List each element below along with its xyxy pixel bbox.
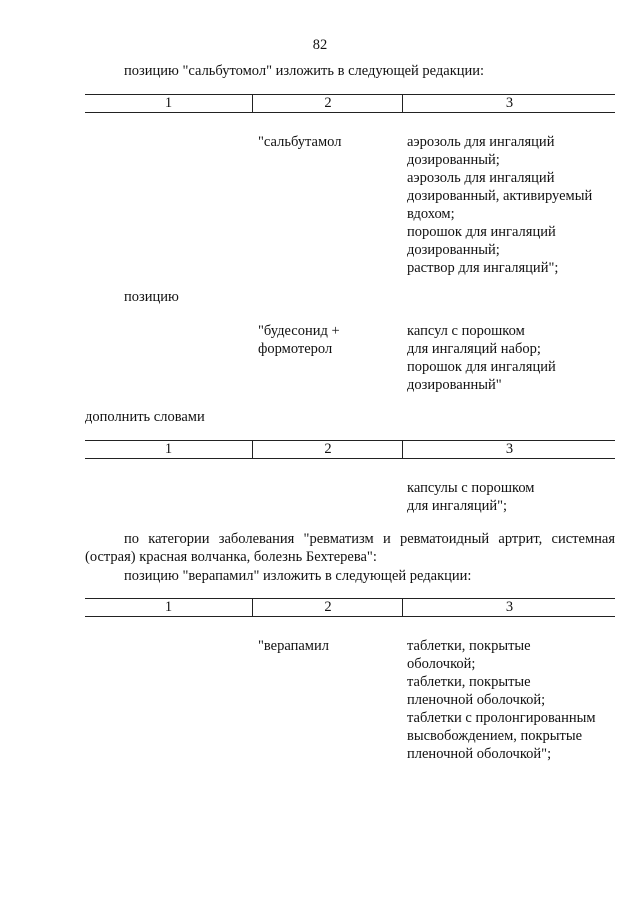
dosage-form-line: капсулы с порошком xyxy=(407,480,535,496)
column-header-3: 3 xyxy=(402,95,616,112)
column-header-2: 2 xyxy=(252,95,403,112)
dosage-form-line: оболочкой; xyxy=(407,656,476,672)
drug-name-line: формотерол xyxy=(258,341,333,357)
dosage-form-line: таблетки с пролонгированным xyxy=(407,710,596,726)
dosage-form-line: дозированный; xyxy=(407,152,500,168)
dosage-forms-salbutamol xyxy=(407,133,592,277)
dosage-form-line: раствор для ингаляций"; xyxy=(407,260,559,276)
dosage-form-line: пленочной оболочкой; xyxy=(407,692,546,708)
column-header-1: 1 xyxy=(164,599,173,615)
column-header-3: 3 xyxy=(402,599,616,616)
column-header-1: 1 xyxy=(164,95,173,111)
column-header-2: 2 xyxy=(252,599,403,616)
column-header-2: 2 xyxy=(252,441,403,458)
category-line-1: по категории заболевания "ревматизм и ревматоидный артрит, системная xyxy=(124,531,615,547)
dosage-form-line: для ингаляций"; xyxy=(407,498,508,514)
dosage-forms-budesonide xyxy=(407,322,556,394)
category-line-2: (острая) красная волчанка, болезнь Бехтерева": xyxy=(85,549,377,565)
dosage-form-line: дозированный; xyxy=(407,242,500,258)
dosage-form-line: вдохом; xyxy=(407,206,455,222)
dosage-form-line: дозированный" xyxy=(407,377,502,393)
drug-name-verapamil: "верапамил xyxy=(258,638,329,654)
table-header-verapamil xyxy=(85,598,615,618)
dosage-form-line: порошок для ингаляций xyxy=(407,359,556,375)
table-rule-bottom xyxy=(85,616,615,617)
table-header-supplement xyxy=(85,440,615,460)
dosage-form-line: таблетки, покрытые xyxy=(407,638,531,654)
dosage-form-line: аэрозоль для ингаляций xyxy=(407,134,555,150)
dosage-form-line: дозированный, активируемый xyxy=(407,188,593,204)
dosage-form-line: таблетки, покрытые xyxy=(407,674,531,690)
dosage-form-line: высвобождением, покрытые xyxy=(407,728,583,744)
page-number: 82 xyxy=(312,37,328,53)
dosage-form-line: порошок для ингаляций xyxy=(407,224,556,240)
table-header-salbutamol xyxy=(85,94,615,114)
table-rule-bottom xyxy=(85,112,615,113)
dosage-form-line: капсул с порошком xyxy=(407,323,525,339)
dosage-form-line: для ингаляций набор; xyxy=(407,341,541,357)
dosage-form-line: аэрозоль для ингаляций xyxy=(407,170,555,186)
dosage-forms-supplement xyxy=(407,479,534,515)
drug-name-line: "будесонид + xyxy=(258,323,340,339)
drug-name-budesonide xyxy=(258,322,340,358)
intro-salbutamol: позицию "сальбутомол" изложить в следующей редакции: xyxy=(124,63,485,79)
column-header-1: 1 xyxy=(164,441,173,457)
table-rule-bottom xyxy=(85,458,615,459)
dosage-form-line: пленочной оболочкой"; xyxy=(407,746,552,762)
column-header-3: 3 xyxy=(402,441,616,458)
word-position: позицию xyxy=(124,289,179,305)
drug-name-salbutamol: "сальбутамол xyxy=(258,134,342,150)
intro-verapamil: позицию "верапамил" изложить в следующей редакции: xyxy=(124,568,472,584)
dosage-forms-verapamil xyxy=(407,637,596,763)
supplement-words: дополнить словами xyxy=(85,409,205,425)
